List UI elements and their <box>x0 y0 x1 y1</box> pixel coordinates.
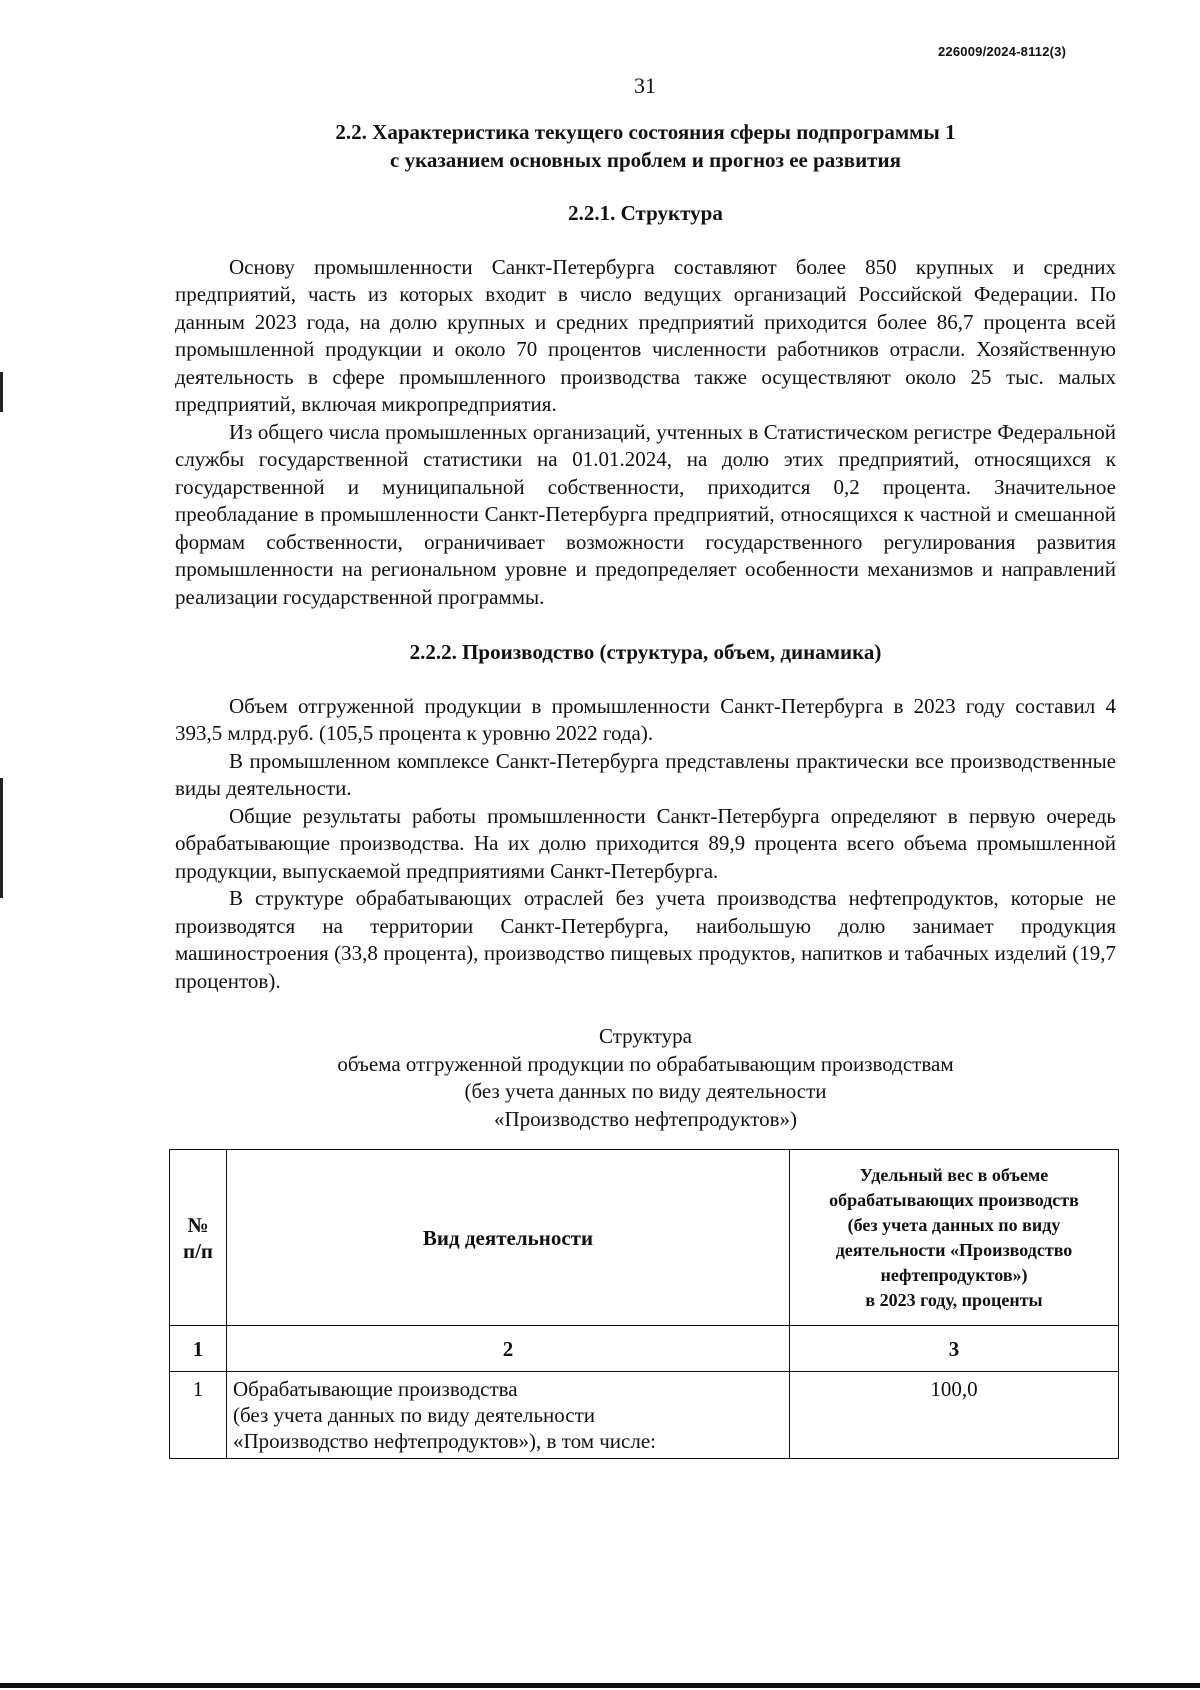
section-title-line2: с указанием основных проблем и прогноз ее развития <box>390 147 901 172</box>
header-share-line: нефтепродуктов») <box>880 1264 1028 1285</box>
scan-edge-mark <box>0 372 3 412</box>
table-caption-line2: объема отгруженной продукции по обрабатывающим производствам <box>337 1051 954 1076</box>
row-activity-line: Обрабатывающие производства <box>233 1377 518 1401</box>
column-number: 1 <box>170 1326 227 1372</box>
header-activity: Вид деятельности <box>227 1150 790 1326</box>
document-body <box>175 119 1116 1459</box>
header-share-line: Удельный вес в объеме <box>859 1164 1049 1185</box>
page-number: 31 <box>634 73 656 98</box>
header-share-line: (без учета данных по виду <box>847 1214 1061 1235</box>
subsection-title-structure: 2.2.1. Структура <box>568 201 723 225</box>
column-number-row <box>170 1326 1119 1372</box>
row-number: 1 <box>170 1372 227 1459</box>
scan-edge-mark <box>0 778 3 898</box>
header-number-abbr: п/п <box>182 1238 214 1263</box>
document-id: 226009/2024-8112(3) <box>938 44 1067 59</box>
table-caption-line3: (без учета данных по виду деятельности <box>464 1079 827 1103</box>
table-header-row <box>170 1150 1119 1326</box>
header-share-line: в 2023 году, проценты <box>865 1289 1043 1310</box>
table-caption-line4: «Производство нефтепродуктов») <box>493 1106 798 1131</box>
paragraph: Из общего числа промышленных организаций, учтенных в Статистическом регистре Федеральной службы государственной статистики на 01.01.2024, на долю этих предприятий, относящихся к государственной и муниципальной собственности, приходится 0,2 процента. Значительное преобладание в промышленности Санкт-Петербурга предприятий, относящихся к частной и смешанной формам собственности, ограничивает возможности государственного регулирования развития промышленности на региональном уровне и предопределяет особенности механизмов и направлений реализации государственной программы. <box>175 419 1116 609</box>
paragraph: В промышленном комплексе Санкт-Петербурга представлены практически все производственные виды деятельности. <box>175 748 1116 800</box>
subsection-title-production: 2.2.2. Производство (структура, объем, динамика) <box>409 640 882 664</box>
scan-bottom-edge <box>0 1683 1200 1688</box>
structure-table <box>169 1149 1119 1459</box>
column-number: 3 <box>790 1326 1119 1372</box>
paragraph: Основу промышленности Санкт-Петербурга составляют более 850 крупных и средних предприятий, часть из которых входит в число ведущих организаций Российской Федерации. По данным 2023 года, на долю крупных и средних предприятий приходится более 86,7 процента всей промышленной продукции и около 70 процентов численности работников отрасли. Хозяйственную деятельность в сфере промышленного производства также осуществляют около 25 тыс. малых предприятий, включая микропредприятия. <box>175 254 1116 416</box>
header-share-line: деятельности «Производство <box>835 1239 1073 1260</box>
row-activity <box>227 1372 790 1459</box>
paragraph: В структуре обрабатывающих отраслей без учета производства нефтепродуктов, которые не производятся на территории Санкт-Петербурга, наибольшую долю занимает продукция машиностроения (33,8 процента), производство пищевых продуктов, напитков и табачных изделий (19,7 процентов). <box>175 886 1116 993</box>
paragraph: Объем отгруженной продукции в промышленности Санкт-Петербурга в 2023 году составил 4 393,5 млрд.руб. (105,5 процента к уровню 2022 года). <box>175 693 1116 745</box>
header-number-symbol: № <box>187 1212 209 1237</box>
header-share-line: обрабатывающих производств <box>829 1189 1079 1210</box>
paragraph: Общие результаты работы промышленности Санкт-Петербурга определяют в первую очередь обрабатывающие производства. На их долю приходится 89,9 процента всего объема промышленной продукции, выпускаемой предприятиями Санкт-Петербурга. <box>175 803 1116 883</box>
table-row <box>170 1372 1119 1459</box>
row-activity-line: (без учета данных по виду деятельности <box>233 1403 596 1427</box>
row-activity-line: «Производство нефтепродуктов»), в том числе: <box>233 1429 657 1453</box>
header-share <box>790 1150 1119 1326</box>
row-share: 100,0 <box>790 1372 1119 1459</box>
section-title-line1: 2.2. Характеристика текущего состояния сферы подпрограммы 1 <box>335 120 956 144</box>
column-number: 2 <box>227 1326 790 1372</box>
table-caption-line1: Структура <box>598 1024 693 1048</box>
header-number <box>170 1150 227 1326</box>
